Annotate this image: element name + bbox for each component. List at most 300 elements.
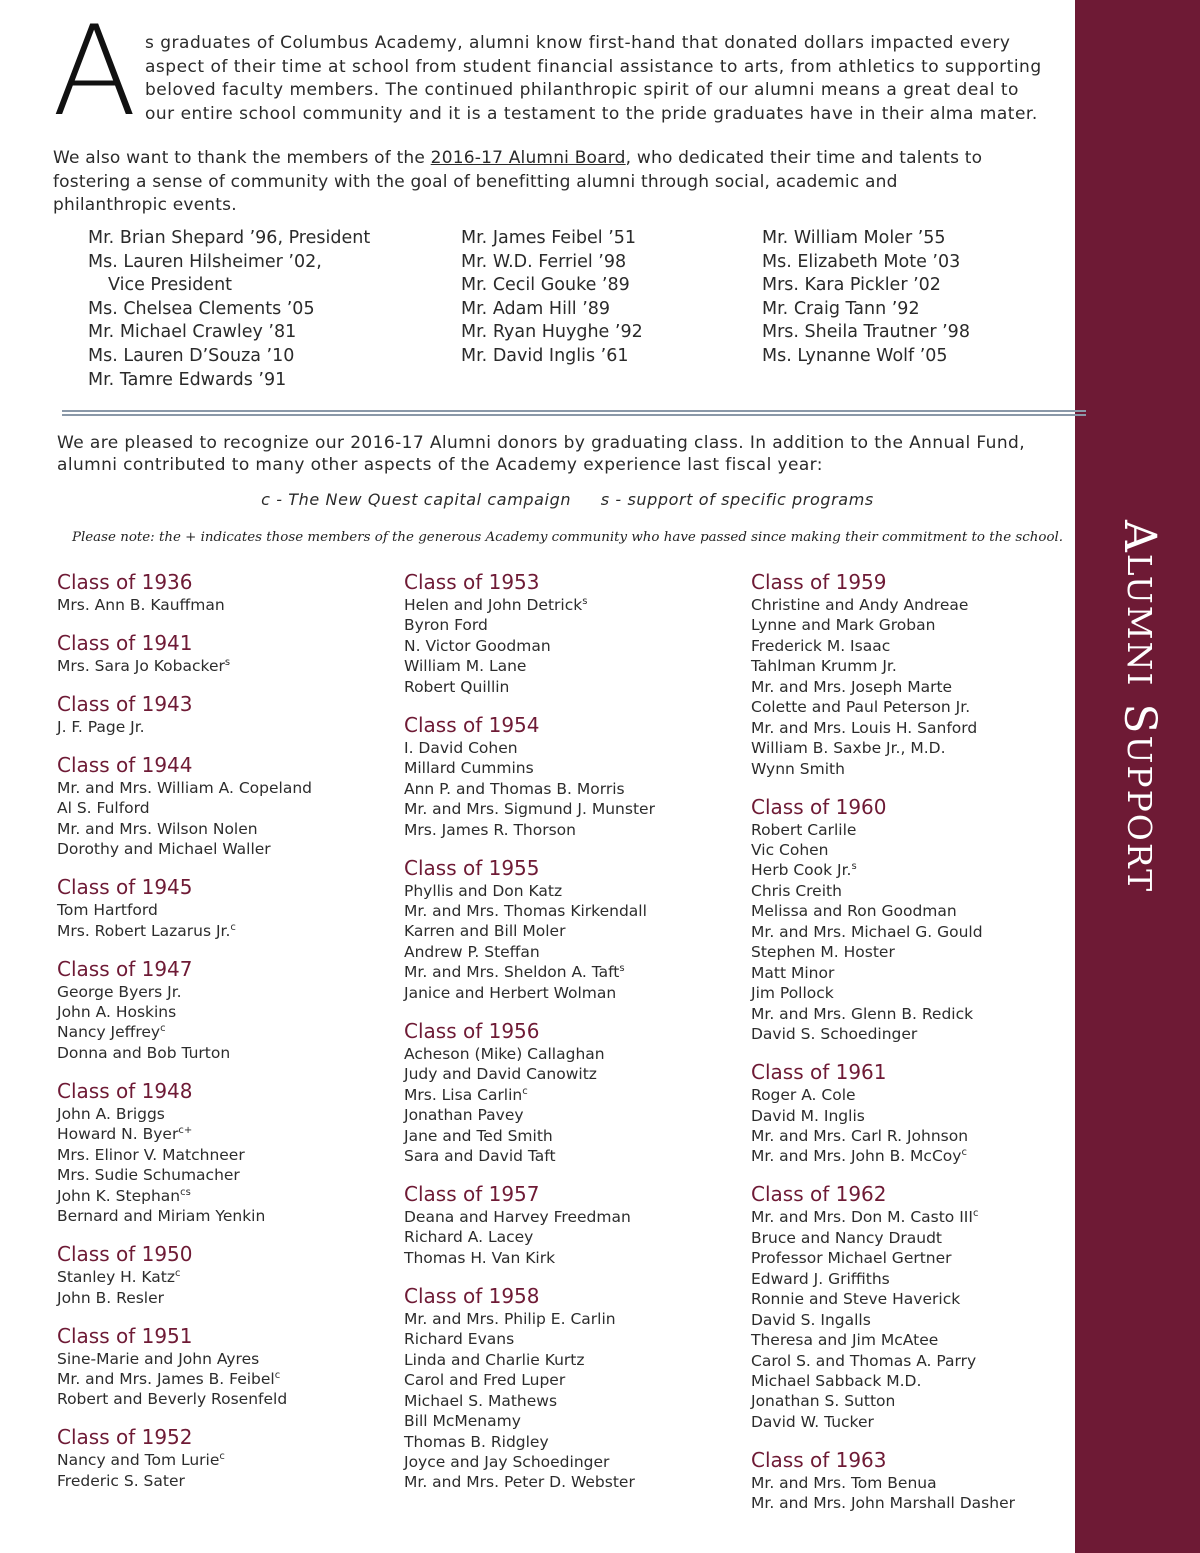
donor-name [751,1330,1081,1350]
donor-name [751,1146,1081,1166]
donor-name-text: Carol S. and Thomas A. Parry [751,1351,977,1370]
donor-name-text: Christine and Andy Andreae [751,596,969,614]
donor-name [751,922,1081,942]
donor-name [404,1391,734,1411]
donor-name-text: William M. Lane [404,657,527,676]
board-member: Ms. Lynanne Wolf ’05 [762,345,948,366]
donor-name-text: William B. Saxbe Jr., M.D. [751,739,946,758]
board-member: Mr. Michael Crawley ’81 [88,322,297,343]
donor-name [404,799,734,819]
donor-name [751,1024,1081,1044]
donor-name-text: Mrs. Ann B. Kauffman [57,596,225,614]
donor-name [404,881,734,901]
donor-name-text: Chris Creith [751,881,842,900]
sidebar-title-initial-1: A [1114,520,1165,554]
donor-name [751,963,1081,983]
donor-name-text: Herb Cook Jr. [751,861,852,880]
alumni-board-link[interactable]: 2016-17 Alumni Board [430,148,626,168]
intro-line: s graduates of Columbus Academy, alumni know first-hand that donated dollars impacted every [145,33,1011,53]
donor-name-text: Mrs. Robert Lazarus Jr. [57,921,231,940]
donor-name-text: Mr. and Mrs. John Marshall Dasher [751,1494,1015,1513]
donor-name-text: Mr. and Mrs. Glenn B. Redick [751,1004,974,1023]
donor-name [57,595,387,615]
donor-name [57,1389,387,1409]
board-column-2 [461,227,643,369]
donor-name [404,656,734,676]
donor-name [57,798,387,818]
donor-name-text: Lynne and Mark Groban [751,616,936,635]
class-heading: Class of 1955 [404,855,540,880]
board-member: Mr. Ryan Huyghe ’92 [461,322,643,343]
donor-name [751,901,1081,921]
donor-name [751,1004,1081,1024]
donor-name [751,1412,1081,1432]
board-member: Ms. Elizabeth Mote ’03 [762,251,961,272]
donor-name-text: J. F. Page Jr. [57,717,145,736]
intro-line: our entire school community and it is a testament to the pride graduates have in their alma mater. [145,103,1038,124]
board-column-3 [762,227,970,369]
board-member: Mr. William Moler ’55 [762,228,946,248]
gift-marker: s [851,861,857,873]
class-heading: Class of 1951 [57,1323,193,1348]
donor-name-text: David S. Schoedinger [751,1025,918,1044]
donor-name [404,758,734,778]
intro-line: beloved faculty members. The continued philanthropic spirit of our alumni means a great deal to [145,80,1019,100]
donor-name [751,677,1081,697]
donor-name-text: Mr. and Mrs. Carl R. Johnson [751,1126,969,1145]
board-member: Mr. Craig Tann ’92 [762,298,920,319]
donor-name [57,1267,387,1287]
class-block [57,874,387,941]
donor-name-text: Robert Quillin [404,677,510,696]
donor-name [751,1269,1081,1289]
board-member: Ms. Chelsea Clements ’05 [88,298,315,319]
board-member: Mrs. Kara Pickler ’02 [762,275,941,296]
donor-name-text: Bernard and Miriam Yenkin [57,1207,266,1226]
donor-name [57,1471,387,1491]
donor-name-text: Al S. Fulford [57,799,150,818]
class-heading: Class of 1953 [404,570,540,594]
donor-name [57,819,387,839]
gift-marker: s [224,656,231,668]
donor-name-text: Joyce and Jay Schoedinger [404,1453,610,1471]
class-heading: Class of 1957 [404,1181,540,1206]
donor-name-text: Deana and Harvey Freedman [404,1207,631,1226]
donor-name-text: Professor Michael Gertner [751,1249,952,1268]
donor-name-text: Mr. and Mrs. Peter D. Webster [404,1473,635,1492]
board-member-role: Vice President [108,275,233,296]
gift-legend [0,490,1135,509]
donor-name [57,900,387,920]
class-block [751,794,1081,1045]
donor-name [751,1391,1081,1411]
recognize-line: alumni contributed to many other aspects of the Academy experience last fiscal year: [57,455,823,475]
donor-name-text: Mr. and Mrs. John B. McCoy [751,1147,962,1166]
donor-name-text: Mrs. Sara Jo Kobacker [57,656,225,675]
board-member: Ms. Lauren D’Souza ’10 [88,345,295,366]
board-member: Mr. Cecil Gouke ’89 [461,275,630,296]
class-block [404,855,734,1004]
donor-name-text: David M. Inglis [751,1106,865,1125]
donor-name [57,1369,387,1389]
donor-name [404,1309,734,1329]
donor-name [57,1104,387,1124]
class-block [57,1424,387,1491]
donor-name-text: Theresa and Jim McAtee [751,1331,939,1350]
class-block [751,1447,1081,1514]
donor-name-text: Thomas H. Van Kirk [404,1248,556,1267]
board-column-1 [88,227,370,392]
donor-name-text: Mrs. James R. Thorson [404,820,576,839]
donor-name [404,1146,734,1166]
donor-name [404,1472,734,1492]
donor-name [57,982,387,1002]
donor-name-text: Bruce and Nancy Draudt [751,1228,942,1247]
class-heading: Class of 1956 [404,1018,540,1043]
donor-name [404,1452,734,1472]
donor-name-text: Mr. and Mrs. Michael G. Gould [751,922,983,941]
donor-name [751,1289,1081,1309]
class-heading: Class of 1948 [57,1078,193,1103]
donor-name [751,942,1081,962]
donor-name-text: John A. Briggs [57,1104,165,1123]
donor-name [751,1473,1081,1493]
recognize-line: We are pleased to recognize our 2016-17 Alumni donors by graduating class. In addition to the Annual Fund, [57,433,1025,453]
class-block [404,1181,734,1268]
gift-marker: c [230,921,236,933]
donor-name-text: Tahlman Krumm Jr. [751,657,897,676]
class-heading: Class of 1958 [404,1283,540,1308]
gift-marker: c [961,1147,967,1159]
donor-name [57,1288,387,1308]
donor-name [404,962,734,982]
donor-name-text: John B. Resler [57,1288,165,1307]
donor-name [404,1227,734,1247]
donor-name-text: Sara and David Taft [404,1147,556,1166]
donor-name-text: Michael S. Mathews [404,1391,558,1410]
gift-marker: cs [180,1186,191,1198]
donor-name-text: David S. Ingalls [751,1310,871,1329]
donor-name-text: Jim Pollock [751,984,834,1003]
donor-name-text: Jonathan Pavey [404,1106,524,1125]
donor-name-text: Wynn Smith [751,759,845,778]
legend-specific-programs: s - support of specific programs [600,490,874,509]
donor-name-text: John A. Hoskins [57,1003,177,1022]
donor-name-text: John K. Stephan [57,1186,181,1205]
donor-name-text: Nancy Jeffrey [57,1023,161,1042]
donor-name-text: Mr. and Mrs. James B. Feibel [57,1369,275,1388]
donor-name-text: Melissa and Ron Goodman [751,902,957,921]
donor-name-text: Stanley H. Katz [57,1268,176,1287]
donor-name [57,778,387,798]
donor-name [404,677,734,697]
intro-paragraph [145,32,1065,126]
board-member: Mr. Adam Hill ’89 [461,298,611,319]
donor-name [751,1126,1081,1146]
donor-name-text: Nancy and Tom Lurie [57,1451,220,1470]
gift-marker: c [972,1208,979,1220]
donor-name-text: Mr. and Mrs. Sigmund J. Munster [404,800,655,819]
class-heading: Class of 1960 [751,794,887,819]
donor-name-text: Mrs. Sudie Schumacher [57,1166,240,1185]
donor-name [404,1207,734,1227]
donor-name-text: Donna and Bob Turton [57,1043,231,1062]
donor-name-text: Dorothy and Michael Waller [57,840,271,859]
board-member: Mr. Tamre Edwards ’91 [88,369,287,390]
donor-name [751,1310,1081,1330]
class-block [57,1323,387,1410]
class-heading: Class of 1950 [57,1242,193,1267]
board-member: Mrs. Sheila Trautner ’98 [762,322,970,343]
donor-name-text: I. David Cohen [404,738,518,757]
donor-name-text: Mrs. Elinor V. Matchneer [57,1145,245,1164]
class-heading: Class of 1952 [57,1425,193,1450]
thanks-text: We also want to thank the members of the [53,148,431,168]
donor-name-text: Richard Evans [404,1330,515,1349]
donor-name [751,1248,1081,1268]
donor-name [404,738,734,758]
donor-name-text: Ronnie and Steve Haverick [751,1290,961,1309]
donor-name-text: Matt Minor [751,963,835,982]
donor-name [751,615,1081,635]
donor-name-text: Karren and Bill Moler [404,922,566,941]
gift-marker: c [160,1023,166,1035]
donor-name [57,717,387,737]
donor-name-text: Colette and Paul Peterson Jr. [751,698,971,717]
donor-name-text: Mr. and Mrs. Joseph Marte [751,677,953,696]
donor-name-text: Mr. and Mrs. Philip E. Carlin [404,1309,616,1328]
board-member: Mr. David Inglis ’61 [461,345,629,366]
donor-name-text: Linda and Charlie Kurtz [404,1350,585,1369]
donor-name [751,1207,1081,1227]
donor-name [404,1411,734,1431]
thanks-line: fostering a sense of community with the goal of benefitting alumni through social, academic and [53,171,898,192]
donor-name-text: Judy and David Canowitz [404,1065,597,1084]
donor-name [57,1186,387,1206]
class-heading: Class of 1962 [751,1182,887,1207]
thanks-line: philanthropic events. [53,195,237,215]
donor-name-text: Mr. and Mrs. Thomas Kirkendall [404,901,647,920]
donor-name-text: Richard A. Lacey [404,1228,534,1247]
donor-name [57,1124,387,1144]
donor-name [404,1432,734,1452]
donor-name-text: Stephen M. Hoster [751,943,895,962]
donor-name [404,1370,734,1390]
class-block [57,752,387,860]
donor-name [57,1043,387,1063]
donor-name-text: Helen and John Detrick [404,596,583,614]
class-block [404,1283,734,1493]
donor-name-text: George Byers Jr. [57,982,182,1001]
class-heading: Class of 1959 [751,570,887,594]
donor-name-text: Vic Cohen [751,841,829,860]
donor-name [751,1371,1081,1391]
donor-name [57,656,387,676]
donor-name [751,881,1081,901]
donor-name-text: Byron Ford [404,616,488,635]
class-heading: Class of 1954 [404,712,540,737]
donor-name [57,1450,387,1470]
donor-name [751,1085,1081,1105]
donor-name [404,615,734,635]
thanks-text: , who dedicated their time and talents to [625,148,983,168]
sidebar-title [1112,520,1166,1040]
donor-name [404,1085,734,1105]
class-heading: Class of 1936 [57,570,193,594]
donor-name [404,1044,734,1064]
thanks-paragraph [53,147,1053,218]
class-heading: Class of 1941 [57,630,193,655]
donor-name-text: Phyllis and Don Katz [404,881,563,900]
donor-name-text: Bill McMenamy [404,1412,521,1431]
class-heading: Class of 1947 [57,956,193,981]
class-block [57,956,387,1064]
donor-name [751,1228,1081,1248]
donor-name-text: Michael Sabback M.D. [751,1372,922,1390]
class-heading: Class of 1961 [751,1060,887,1085]
donor-name [751,718,1081,738]
donor-name [751,1106,1081,1126]
donor-name-text: Mr. and Mrs. Sheldon A. Taft [404,963,620,982]
donor-name-text: Tom Hartford [57,901,158,920]
donor-name [751,595,1081,615]
sidebar-title-rest-2: UPPORT [1120,735,1159,894]
donor-name [751,738,1081,758]
donor-name [404,921,734,941]
donor-name-text: Sine-Marie and John Ayres [57,1349,260,1368]
donor-name [404,1126,734,1146]
donor-name-text: Carol and Fred Luper [404,1371,566,1390]
donor-name [404,1248,734,1268]
gift-marker: s [582,596,588,607]
section-divider [62,410,1086,416]
class-block [404,1018,734,1167]
donor-name [57,1349,387,1369]
class-heading: Class of 1963 [751,1447,887,1472]
donor-name-text: Mr. and Mrs. Wilson Nolen [57,819,258,838]
donor-column-1 [57,569,387,1506]
donor-name-text: Frederick M. Isaac [751,636,891,655]
donor-name [404,983,734,1003]
donor-name [751,820,1081,840]
donor-name-text: David W. Tucker [751,1412,874,1431]
donor-name [751,759,1081,779]
donor-name [57,1002,387,1022]
donor-name [404,901,734,921]
donor-name [404,1064,734,1084]
donor-name-text: Jane and Ted Smith [404,1126,553,1145]
donor-name-text: Mr. and Mrs. Don M. Casto III [751,1208,973,1227]
board-member: Mr. James Feibel ’51 [461,228,637,248]
donor-name-text: Frederic S. Sater [57,1471,185,1490]
donor-name-text: Jonathan S. Sutton [751,1392,896,1411]
gift-marker: c [219,1451,225,1463]
donor-name [57,1022,387,1042]
donor-name-text: Edward J. Griffiths [751,1269,890,1288]
gift-marker: c+ [178,1125,193,1137]
intro-line: aspect of their time at school from student financial assistance to arts, from athletics to supporting [145,56,1042,77]
drop-cap: A [52,0,137,144]
donor-name [57,1165,387,1185]
donor-name-text: Millard Cummins [404,759,534,778]
donor-name-text: Robert and Beverly Rosenfeld [57,1390,288,1409]
class-block [404,569,734,697]
deceased-note: Please note: the + indicates those members of the generous Academy community who have passed since making their commitment to the school. [71,530,1064,545]
board-member: Mr. Brian Shepard ’96, President [88,228,371,248]
donor-name [57,1206,387,1226]
donor-name [404,779,734,799]
donor-name [751,1493,1081,1513]
sidebar-title-initial-2: S [1114,703,1165,736]
class-heading: Class of 1944 [57,752,193,777]
donor-name [404,820,734,840]
donor-name [404,1329,734,1349]
donor-name-text: Mr. and Mrs. Louis H. Sanford [751,718,978,737]
donor-name-text: Mr. and Mrs. Tom Benua [751,1473,937,1492]
class-block [57,1241,387,1308]
donor-column-2 [404,569,734,1507]
donor-name [751,1351,1081,1371]
donor-name-text: Mr. and Mrs. William A. Copeland [57,778,313,797]
donor-name [404,595,734,615]
legend-capital-campaign: c - The New Quest capital campaign [261,490,572,509]
class-block [57,691,387,737]
sidebar-title-rest-1: LUMNI [1120,553,1159,688]
donor-name [751,860,1081,880]
class-block [57,569,387,615]
donor-name [751,983,1081,1003]
donor-name-text: Janice and Herbert Wolman [404,983,617,1002]
donor-name [404,636,734,656]
donor-name [57,839,387,859]
donor-column-3 [751,569,1081,1528]
donor-name-text: Acheson (Mike) Callaghan [404,1044,605,1063]
class-block [57,630,387,676]
donor-name-text: Thomas B. Ridgley [404,1432,549,1451]
donor-name-text: Andrew P. Steffan [404,942,540,961]
donor-name [751,656,1081,676]
class-block [57,1078,387,1227]
donor-name-text: Mrs. Lisa Carlin [404,1085,523,1104]
board-member: Ms. Lauren Hilsheimer ’02, [88,251,322,272]
donor-name [404,942,734,962]
donor-name-text: Roger A. Cole [751,1086,856,1105]
board-member: Mr. W.D. Ferriel ’98 [461,251,627,272]
class-block [751,1059,1081,1167]
donor-name [751,697,1081,717]
class-heading: Class of 1943 [57,691,193,716]
donor-name-text: Ann P. and Thomas B. Morris [404,779,625,798]
donor-name [57,921,387,941]
recognize-paragraph [57,432,1072,476]
class-block [404,712,734,840]
class-block [751,569,1081,779]
donor-name [404,1350,734,1370]
donor-name [751,840,1081,860]
gift-marker: c [175,1268,181,1280]
donor-name [404,1105,734,1125]
gift-marker: c [274,1369,281,1381]
gift-marker: c [522,1085,528,1097]
donor-name [751,636,1081,656]
gift-marker: s [619,963,625,975]
donor-name-text: Robert Carlile [751,820,857,839]
donor-name-text: N. Victor Goodman [404,636,551,655]
donor-name [57,1145,387,1165]
class-heading: Class of 1945 [57,875,193,900]
thanks-line [53,147,1053,171]
donor-name-text: Howard N. Byer [57,1125,179,1144]
